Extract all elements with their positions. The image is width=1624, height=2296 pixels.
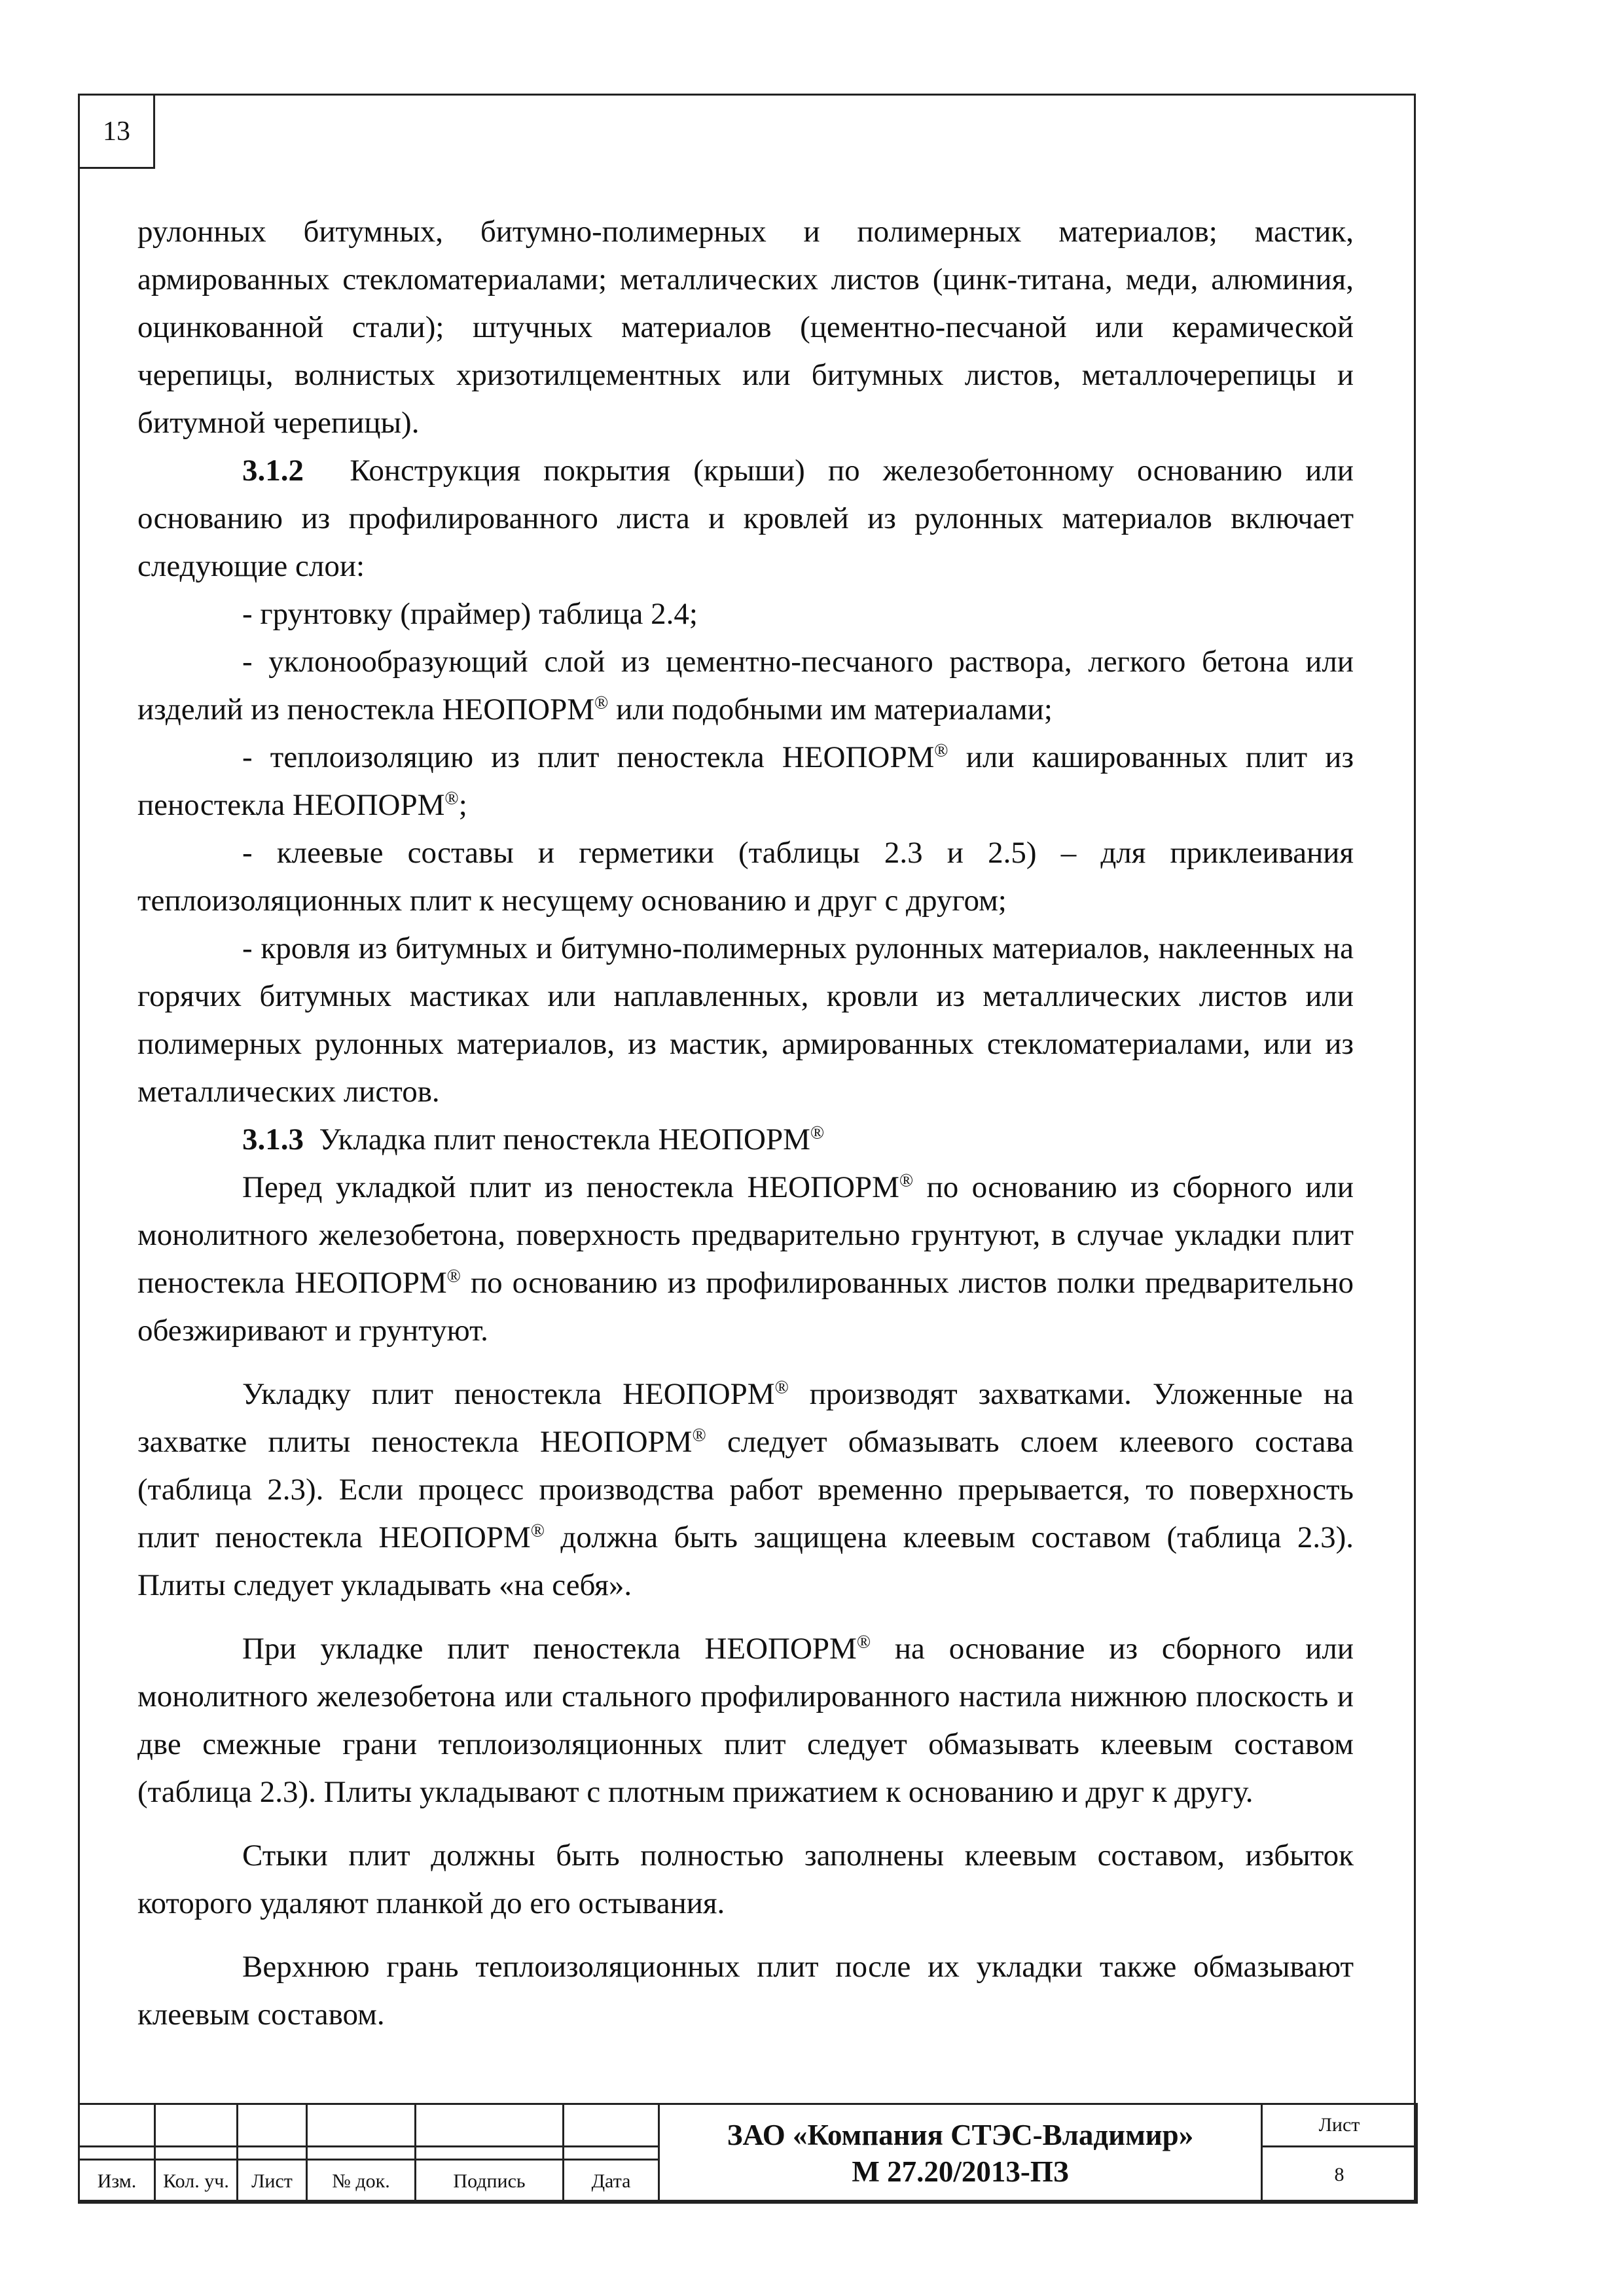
- paragraph-priming: [137, 1164, 1354, 1355]
- section-number: 3.1.3: [242, 1122, 304, 1157]
- registered-mark: ®: [594, 692, 609, 713]
- list-item-adhesives: - клеевые составы и герметики (таблицы 2.3 и 2.5) – для приклеивания теплоизоляционных плит к несущему основанию и друг с другом;: [137, 836, 1354, 918]
- page-number-box: [78, 94, 155, 169]
- sheet-label: Лист: [1262, 2104, 1417, 2147]
- registered-mark: ®: [446, 1266, 461, 1287]
- text-part: - теплоизоляцию из плит пеностекла НЕОПОРМ: [242, 740, 935, 774]
- list-item-primer: - грунтовку (праймер) таблица 2.4;: [242, 597, 698, 631]
- stamp-cell: [79, 2147, 155, 2160]
- registered-mark: ®: [774, 1377, 789, 1398]
- page-number: 13: [103, 116, 130, 147]
- document-code: М 27.20/2013-ПЗ: [852, 2155, 1069, 2188]
- paragraph-base-laying: [137, 1625, 1354, 1816]
- text-part: При укладке плит пеностекла НЕОПОРМ: [242, 1632, 857, 1666]
- registered-mark: ®: [692, 1425, 706, 1446]
- list-item-slope-layer: [137, 638, 1354, 734]
- stamp-cell: [155, 2147, 238, 2160]
- document-title: [659, 2104, 1262, 2203]
- text-part: - уклонообразующий слой из цементно-песчаного раствора, легкого бетона или изделий из пеностекла НЕОПОРМ: [137, 645, 1354, 726]
- title-block: [78, 2103, 1416, 2202]
- company-name: ЗАО «Компания СТЭС-Владимир»: [727, 2119, 1194, 2151]
- section-3-1-3: [137, 1116, 1354, 1164]
- text-part: должна быть защищена клеевым составом (таблица 2.3). Плиты следует укладывать «на себя».: [137, 1520, 1354, 1602]
- text-part: по основанию из сборного или монолитного железобетона, поверхность предварительно грунтуют, в случае укладки плит пеностекла НЕОПОРМ: [137, 1170, 1354, 1300]
- text-part: на основание из сборного или монолитного железобетона или стального профилированного настила нижнюю плоскость и две смежные грани теплоизоляционных плит следует обмазывать клеевым составом (таблица 2.3). Плиты укладывают с плотным прижатием к основанию и друг к другу.: [137, 1632, 1354, 1809]
- text-part: или кашированных плит из пеностекла НЕОПОРМ: [137, 740, 1354, 822]
- sheet-number: 8: [1262, 2147, 1417, 2203]
- col-date: Дата: [564, 2160, 659, 2203]
- stamp-cell: [238, 2147, 307, 2160]
- text-part: или подобными им материалами;: [608, 692, 1053, 726]
- stamp-cell: [564, 2104, 659, 2147]
- paragraph-top-face: Верхнюю грань теплоизоляционных плит после их укладки также обмазывают клеевым составом.: [137, 1950, 1354, 2032]
- stamp-cell: [307, 2147, 416, 2160]
- col-kol-uch: Кол. уч.: [155, 2160, 238, 2203]
- registered-mark: ®: [810, 1122, 825, 1143]
- registered-mark: ®: [444, 788, 459, 809]
- stamp-cell: [238, 2104, 307, 2147]
- text-part: Укладку плит пеностекла НЕОПОРМ: [242, 1377, 775, 1411]
- text-part: Перед укладкой плит из пеностекла НЕОПОРМ: [242, 1170, 899, 1204]
- section-3-1-2: [137, 447, 1354, 590]
- stamp-cell: [307, 2104, 416, 2147]
- paragraph-joints: Стыки плит должны быть полностью заполнены клеевым составом, избыток которого удаляют планкой до его остывания.: [137, 1839, 1354, 1920]
- col-izm: Изм.: [79, 2160, 155, 2203]
- section-text: Конструкция покрытия (крыши) по железобетонному основанию или основанию из профилированного листа и кровлей из рулонных материалов включает следующие слои:: [137, 454, 1354, 583]
- text-part: ;: [458, 788, 467, 822]
- col-list: Лист: [238, 2160, 307, 2203]
- registered-mark: ®: [934, 740, 948, 761]
- section-text: Укладка плит пеностекла НЕОПОРМ: [319, 1122, 810, 1157]
- paragraph-continuation: рулонных битумных, битумно-полимерных и полимерных материалов; мастик, армированных стекломатериалами; металлических листов (цинк-титана, меди, алюминия, оцинкованной стали); штучных материалов (цементно-песчаной или керамической черепицы, волнистых хризотилцементных или битумных листов, металлочерепицы и битумной черепицы).: [137, 215, 1354, 440]
- text-part: следует обмазывать слоем клеевого состава (таблица 2.3). Если процесс производства работ временно прерывается, то поверхность плит пеностекла НЕОПОРМ: [137, 1425, 1354, 1554]
- stamp-cell: [416, 2104, 564, 2147]
- stamp-cell: [79, 2104, 155, 2147]
- text-part: производят захватками. Уложенные на захватке плиты пеностекла НЕОПОРМ: [137, 1377, 1354, 1459]
- document-body: [137, 208, 1354, 2039]
- stamp-cell: [416, 2147, 564, 2160]
- registered-mark: ®: [856, 1632, 871, 1653]
- col-signature: Подпись: [416, 2160, 564, 2203]
- list-item-roofing: - кровля из битумных и битумно-полимерных рулонных материалов, наклеенных на горячих битумных мастиках или наплавленных, кровли из металлических листов или полимерных рулонных материалов, из мастик, армированных стекломатериалами, или из металлических листов.: [137, 931, 1354, 1109]
- registered-mark: ®: [530, 1520, 545, 1541]
- stamp-cell: [564, 2147, 659, 2160]
- stamp-cell: [155, 2104, 238, 2147]
- section-number: 3.1.2: [242, 454, 304, 488]
- list-item-insulation: [137, 734, 1354, 829]
- col-doc-number: № док.: [307, 2160, 416, 2203]
- paragraph-laying: [137, 1371, 1354, 1609]
- text-part: по основанию из профилированных листов полки предварительно обезжиривают и грунтуют.: [137, 1266, 1354, 1348]
- registered-mark: ®: [899, 1170, 914, 1191]
